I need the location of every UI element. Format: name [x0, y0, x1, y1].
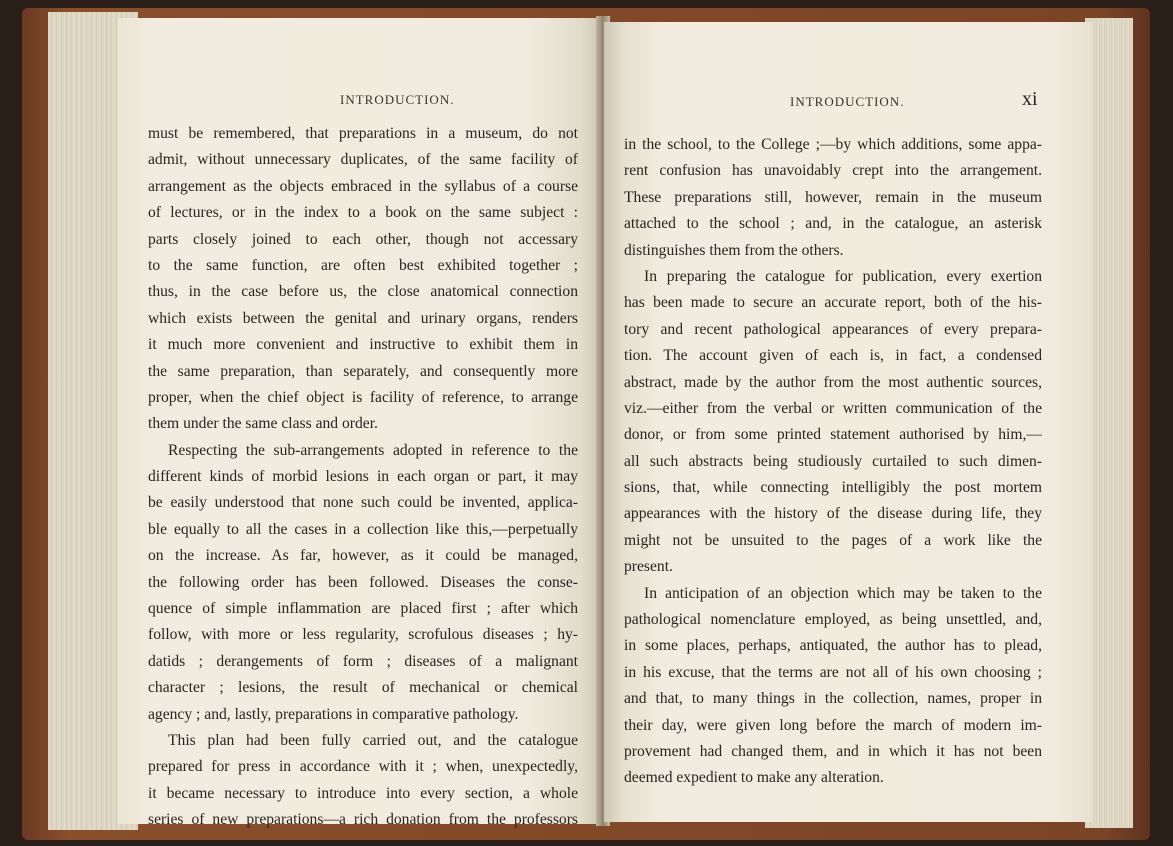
- text-line: appearances with the history of the disease during life, they: [624, 505, 1042, 523]
- text-line: present.: [624, 558, 673, 576]
- text-line: quence of simple inflammation are placed first ; after which: [148, 600, 578, 618]
- text-line: in the school, to the College ;—by which additions, some appa-: [624, 136, 1042, 153]
- text-line: ble equally to all the cases in a collection like this,—perpetually: [148, 520, 578, 538]
- text-line: thus, in the case before us, the close anatomical connection: [148, 283, 578, 301]
- text-line: datids ; derangements of form ; diseases of a malignant: [148, 652, 578, 670]
- text-line: their day, were given long before the march of modern im-: [624, 716, 1042, 734]
- text-line: the same preparation, than separately, and consequently more: [148, 362, 578, 380]
- text-line: agency ; and, lastly, preparations in comparative pathology.: [148, 705, 519, 723]
- left-running-head: INTRODUCTION.: [340, 92, 455, 107]
- text-line: arrangement as the objects embraced in the syllabus of a course: [148, 177, 578, 195]
- text-line: them under the same class and order.: [148, 415, 378, 433]
- text-line: admit, without unnecessary duplicates, of the same facility of: [148, 151, 578, 169]
- text-line: proper, when the chief object is facility of reference, to arrange: [148, 388, 578, 406]
- text-line: sions, that, while connecting intelligibly the post mortem: [624, 479, 1042, 497]
- text-line: series of new preparations—a rich donation from the professors: [148, 811, 578, 829]
- text-line: which exists between the genital and urinary organs, renders: [148, 309, 578, 327]
- text-line: These preparations still, however, remain in the museum: [624, 188, 1042, 206]
- text-line: must be remembered, that preparations in a museum, do not: [148, 125, 578, 142]
- right-body-text: [624, 132, 1042, 792]
- text-line: attached to the school ; and, in the catalogue, an asterisk: [624, 215, 1042, 233]
- text-line: prepared for press in accordance with it ; when, unexpectedly,: [148, 758, 578, 776]
- right-page-edges: [1085, 18, 1133, 828]
- text-line: In anticipation of an objection which may be taken to the: [644, 584, 1042, 602]
- text-line: donor, or from some printed statement authorised by him,—: [624, 426, 1042, 444]
- text-line: different kinds of morbid lesions in each organ or part, it may: [148, 468, 578, 486]
- text-line: deemed expedient to make any alteration.: [624, 769, 884, 787]
- text-line: it became necessary to introduce into every section, a whole: [148, 784, 578, 802]
- text-line: might not be unsuited to the pages of a work like the: [624, 531, 1042, 549]
- text-line: pathological nomenclature employed, as being unsettled, and,: [624, 611, 1042, 629]
- text-line: This plan had been fully carried out, and the catalogue: [168, 731, 578, 749]
- text-line: parts closely joined to each other, though not accessary: [148, 230, 578, 248]
- text-line: in his excuse, that the terms are not all of his own choosing ;: [624, 663, 1042, 681]
- text-line: of lectures, or in the index to a book on the same subject :: [148, 204, 578, 222]
- text-line: character ; lesions, the result of mechanical or chemical: [148, 679, 578, 697]
- text-line: on the increase. As far, however, as it could be managed,: [148, 547, 578, 565]
- right-page: [604, 22, 1092, 822]
- left-page: [118, 18, 600, 829]
- text-line: tory and recent pathological appearances of every prepara-: [624, 320, 1042, 338]
- text-line: Respecting the sub-arrangements adopted in reference to the: [168, 441, 578, 459]
- text-line: abstract, made by the author from the most authentic sources,: [624, 373, 1042, 391]
- right-running-head: INTRODUCTION.: [790, 94, 905, 109]
- text-line: has been made to secure an accurate report, both of the his-: [624, 294, 1042, 312]
- text-line: viz.—either from the verbal or written communication of the: [624, 399, 1042, 417]
- text-line: distinguishes them from the others.: [624, 241, 844, 259]
- text-line: it much more convenient and instructive to exhibit them in: [148, 336, 578, 354]
- text-line: and that, to many things in the collection, names, proper in: [624, 690, 1042, 708]
- text-line: be easily understood that none such could be invented, applica-: [148, 494, 578, 512]
- page-number: xi: [1022, 88, 1038, 110]
- text-line: provement had changed them, and in which it has not been: [624, 742, 1042, 760]
- text-line: all such abstracts being studiously curtailed to such dimen-: [624, 452, 1042, 470]
- left-body-text: [148, 121, 578, 834]
- text-line: tion. The account given of each is, in fact, a condensed: [624, 347, 1042, 365]
- text-line: in some places, perhaps, antiquated, the author has to plead,: [624, 637, 1042, 655]
- text-line: In preparing the catalogue for publication, every exertion: [644, 267, 1042, 285]
- text-line: the following order has been followed. Diseases the conse-: [148, 573, 578, 591]
- text-line: follow, with more or less regularity, scrofulous diseases ; hy-: [148, 626, 578, 644]
- text-line: rent confusion has unavoidably crept into the arrangement.: [624, 162, 1042, 180]
- text-line: to the same function, are often best exhibited together ;: [148, 256, 578, 274]
